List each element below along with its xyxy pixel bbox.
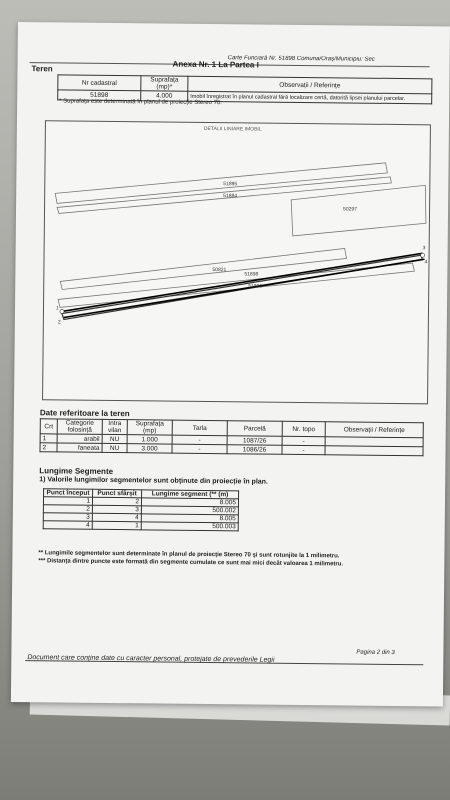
ref-cell: 1086/26 xyxy=(227,445,282,455)
segments-title: Lungime Segmente xyxy=(39,466,114,477)
teren-note: * Suprafața este determinată în planul de proiecție Stereo 70. xyxy=(59,98,222,107)
ref-title: Date referitoare la teren xyxy=(39,408,130,419)
document-page xyxy=(11,22,450,706)
label-point-3: 3 xyxy=(422,245,426,252)
segments-table xyxy=(43,488,239,531)
footer-text: Document care conține date cu caracter personal, protejate de prevederile Legii xyxy=(27,654,275,664)
teren-header-supr: Suprafața (mp)* xyxy=(141,76,188,91)
parcel-drawing xyxy=(43,121,430,403)
seg-cell: 8.005 xyxy=(141,514,238,523)
ref-table xyxy=(39,418,423,456)
ref-header-nr-topo: Nr. topo xyxy=(282,421,325,436)
point-1-marker xyxy=(60,309,64,313)
teren-nr-cadastral: 51898 xyxy=(58,90,141,101)
teren-observatii: Imobil înregistrat în planul cadastral fără localizare certă, datorită lipsei planului parcelar. xyxy=(188,91,432,104)
ref-header-suprafata: Suprafața (mp) xyxy=(127,420,172,435)
ref-cell: faneata xyxy=(57,443,102,452)
ref-cell: - xyxy=(282,436,325,445)
ref-cell: NU xyxy=(102,443,127,452)
ref-header-crt: Crt xyxy=(40,419,57,434)
seg-cell: 4 xyxy=(43,521,92,530)
page-number: Pagina 2 din 3 xyxy=(356,649,395,656)
label-51836: 51836 xyxy=(248,283,263,290)
table-row xyxy=(43,521,238,531)
seg-header-inceput: Punct început xyxy=(44,489,93,498)
drawing-frame xyxy=(42,120,431,404)
seg-cell: 3 xyxy=(92,505,141,514)
ref-cell: 3.000 xyxy=(127,444,172,453)
seg-cell: 2 xyxy=(43,505,92,514)
segment-2-3 xyxy=(62,249,423,315)
label-51898: 51898 xyxy=(244,271,259,278)
teren-header-nr: Nr cadastral xyxy=(58,75,141,91)
ref-header-observatii: Observații / Referințe xyxy=(325,422,423,438)
anexa-title: Anexa Nr. 1 La Partea I xyxy=(172,59,259,70)
carte-funciara-header: Carte Funciară Nr. 51898 Comuna/Oraș/Municipiu: Sec xyxy=(227,55,375,63)
ref-cell: - xyxy=(172,444,227,454)
ref-cell: 1.000 xyxy=(127,435,172,444)
seg-cell: 3 xyxy=(43,513,92,522)
seg-header-sfarsit: Punct sfârșit xyxy=(93,489,142,498)
ref-header-categorie: Categorie folosință xyxy=(57,419,102,434)
ref-cell: NU xyxy=(102,434,127,443)
segments-note-1: ** Lungimile segmentelor sunt determinate în planul de proiecție Stereo 70 și sunt rotunjite la 1 milimetru. xyxy=(38,550,340,560)
seg-cell: 2 xyxy=(92,497,141,506)
segment-4-1 xyxy=(64,256,428,322)
point-3-marker xyxy=(421,253,425,257)
label-point-2: 2 xyxy=(57,319,61,326)
segments-note-2: *** Distanța dintre puncte este formată din segmente cumulate ce sunt mai mici decât valoarea 1 milimetru. xyxy=(38,558,344,568)
parcel-51895 xyxy=(55,159,387,206)
seg-cell: 8.005 xyxy=(141,498,238,507)
teren-suprafata: 4.000 xyxy=(141,91,188,101)
ref-cell: 2 xyxy=(40,443,57,452)
seg-header-lungime: Lungime segment (** (m) xyxy=(142,490,239,499)
seg-cell: 500.002 xyxy=(141,506,238,515)
ref-cell: - xyxy=(282,445,325,454)
ref-cell: arabil xyxy=(57,434,102,443)
seg-cell: 1 xyxy=(92,521,141,530)
teren-title: Teren xyxy=(31,64,53,74)
ref-header-tarla: Tarla xyxy=(172,420,227,436)
ref-header-parcela: Parcelă xyxy=(227,421,282,437)
ref-cell: 1 xyxy=(40,434,57,443)
ref-cell: - xyxy=(172,435,227,445)
parcel-50821 xyxy=(60,245,346,292)
label-point-1: 1 xyxy=(55,305,59,312)
seg-cell: 1 xyxy=(43,497,92,506)
segments-subtitle: 1) Valorile lungimilor segmentelor sunt obținute din proiecție în plan. xyxy=(39,476,268,486)
seg-cell: 500.003 xyxy=(141,522,238,531)
label-51895: 51895 xyxy=(223,181,238,188)
seg-cell: 4 xyxy=(92,513,141,522)
label-50821: 50821 xyxy=(212,267,227,274)
ref-header-intravilan: Intra vilan xyxy=(102,419,127,434)
teren-header-obs: Observații / Referințe xyxy=(188,76,432,94)
label-point-4: 4 xyxy=(424,259,428,266)
parcel-50297 xyxy=(291,184,427,237)
label-50297: 50297 xyxy=(343,206,357,213)
drawing-title: DETALII LINIARE IMOBIL xyxy=(203,125,262,133)
label-51884: 51884 xyxy=(223,193,238,200)
ref-cell xyxy=(325,446,423,456)
ref-cell: 1087/26 xyxy=(227,436,282,446)
